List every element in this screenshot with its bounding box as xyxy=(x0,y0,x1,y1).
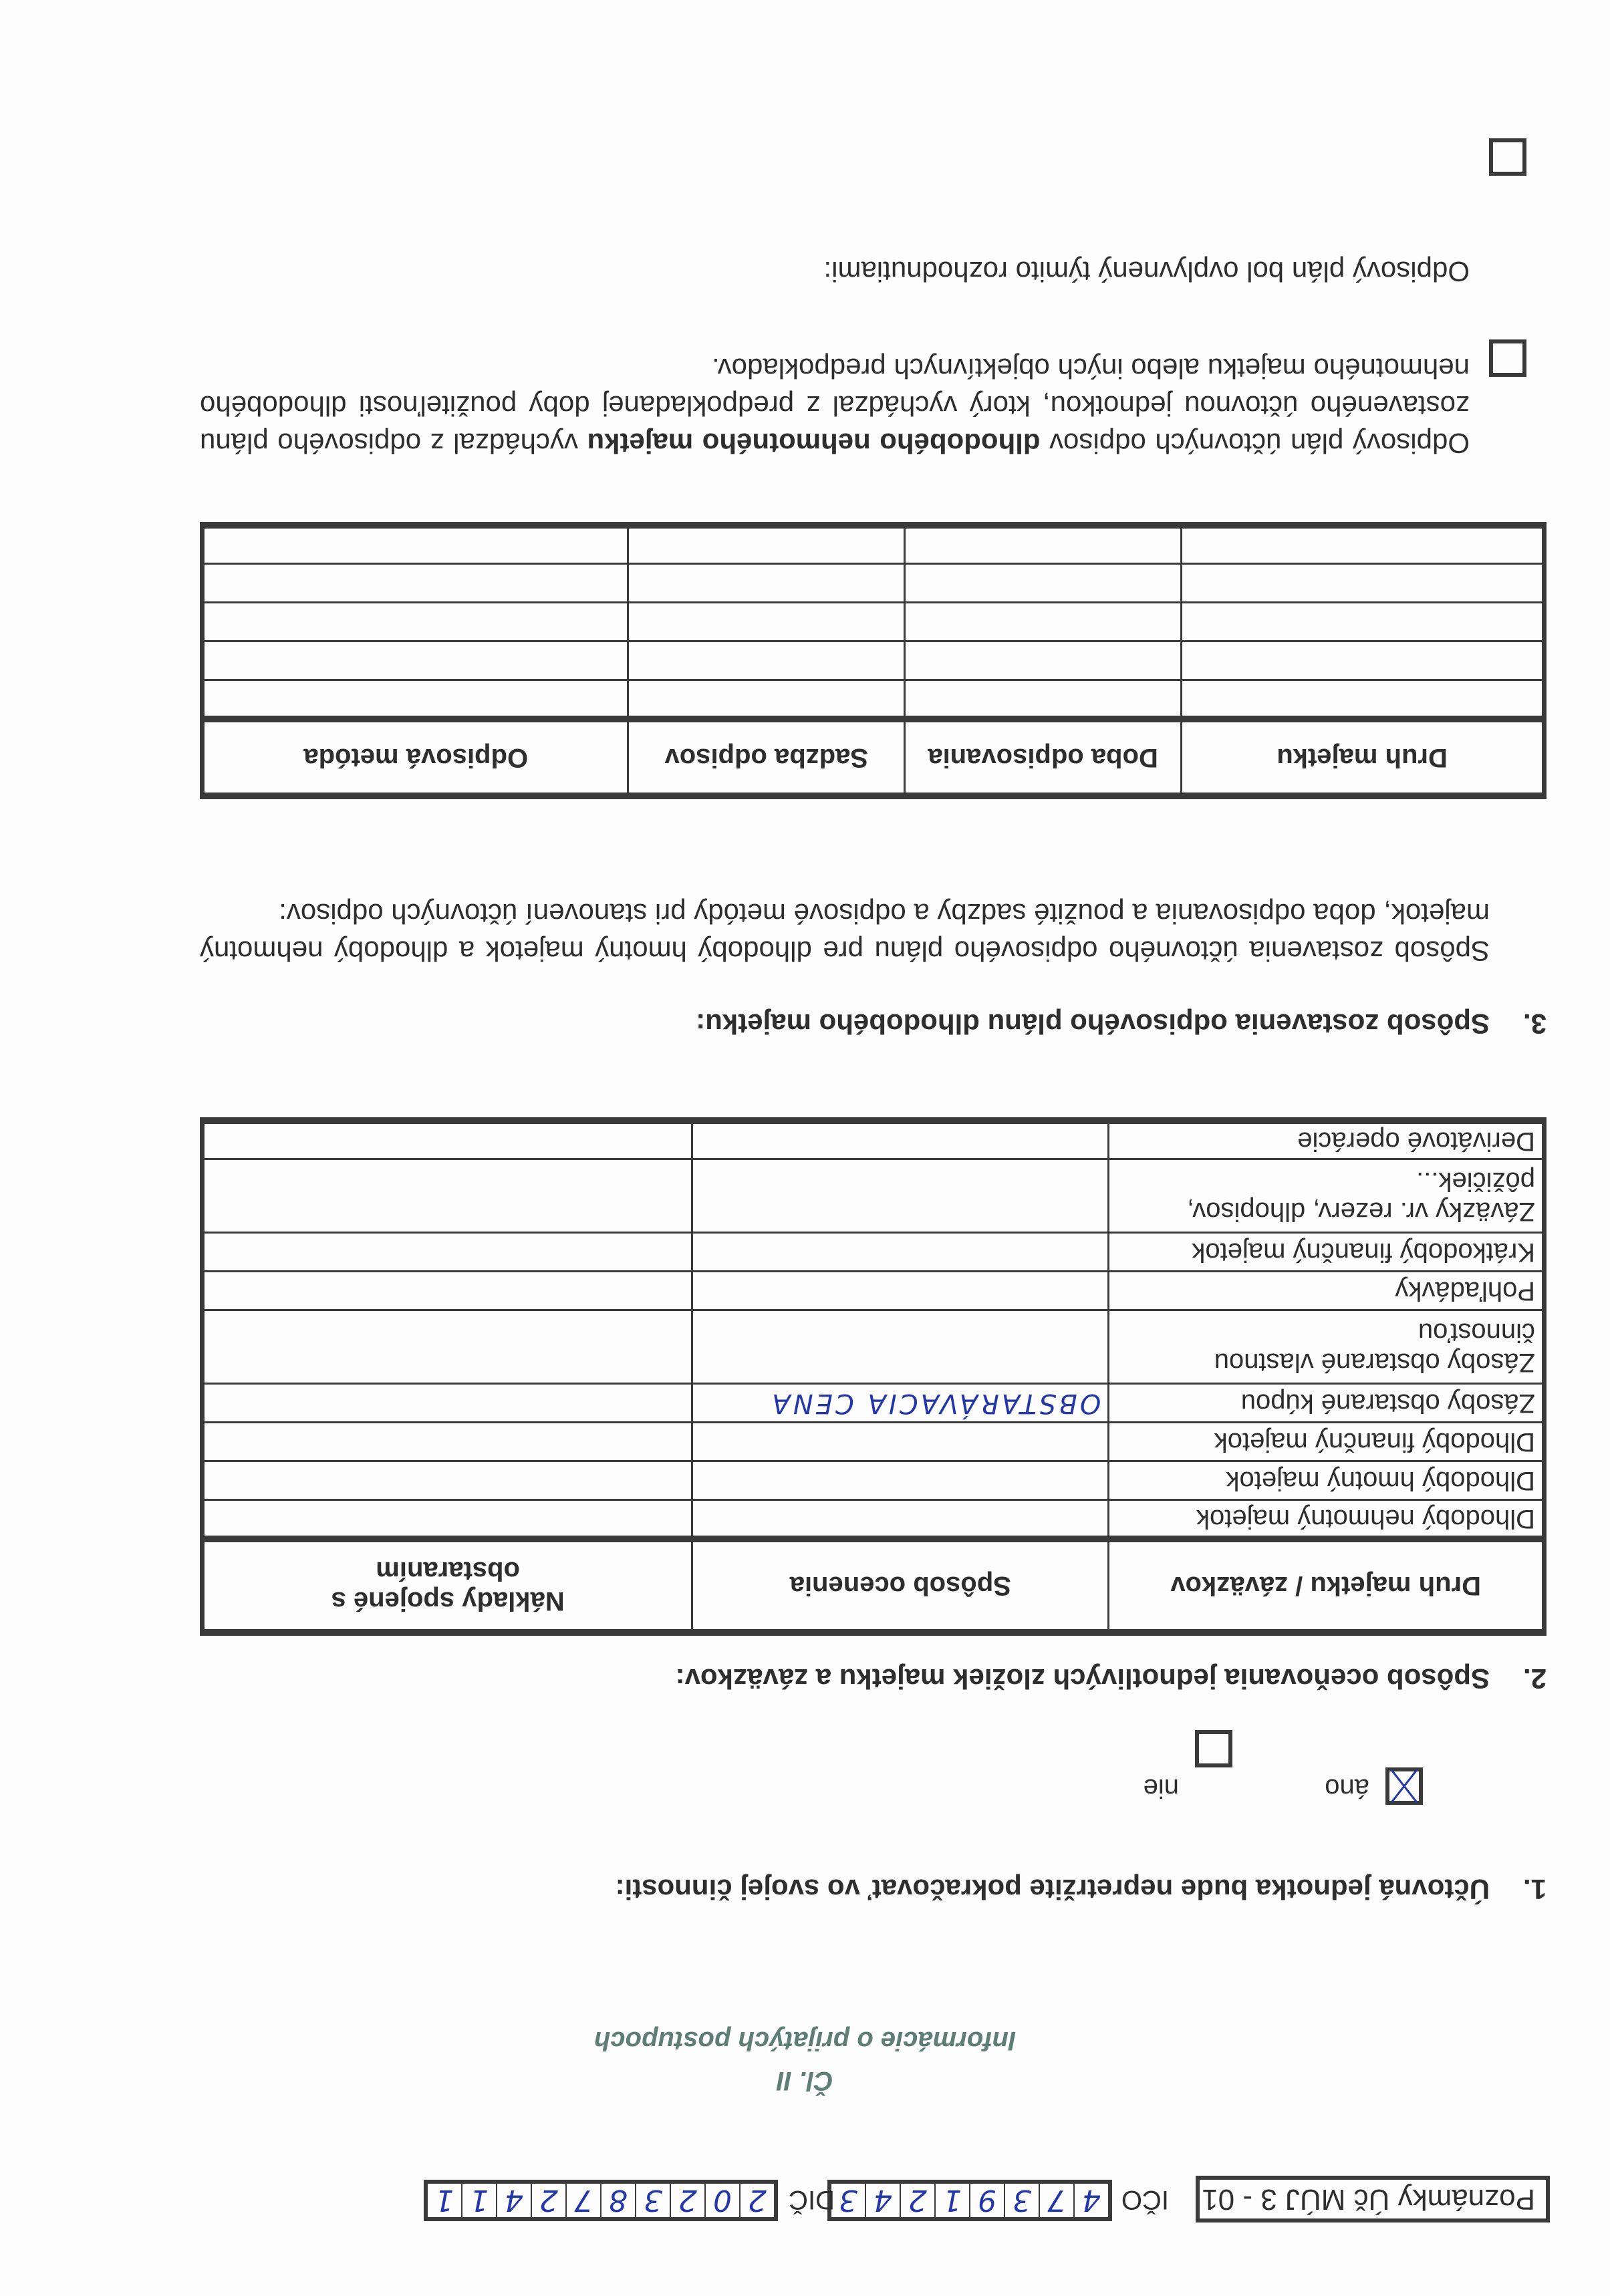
cell[interactable] xyxy=(905,641,1182,680)
cell-costs[interactable] xyxy=(203,1121,692,1159)
nie-label: nie xyxy=(1143,1773,1179,1803)
dic-digit: 8 xyxy=(600,2184,635,2217)
dic-digit: 2 xyxy=(531,2184,565,2217)
intangible-plan-text-pre: Odpisový plán účtovných odpisov xyxy=(1040,428,1470,459)
cell[interactable] xyxy=(203,641,629,680)
col-header-type: Druh majetku / záväzkov xyxy=(1109,1539,1545,1632)
col-header-rate: Sadzba odpisov xyxy=(628,719,905,796)
cell-costs[interactable] xyxy=(203,1384,692,1423)
intangible-plan-text-post: vychádzal z odpisového plánu zostaveného účtovnou jednotkou, ktorý vychádzal z predpokladanej doby použiteľnosti dlhodobého nehmotného majetku alebo iných objektívnych predpokladov. xyxy=(200,353,1470,459)
section3-heading: Spôsob zostavenia odpisového plánu dlhodobého majetku: xyxy=(696,1008,1490,1040)
dic-digit: 1 xyxy=(461,2184,496,2217)
cell-costs[interactable] xyxy=(203,1272,692,1310)
col-header-method: Spôsob ocenenia xyxy=(692,1539,1109,1632)
col-header-period: Doba odpisovania xyxy=(905,719,1182,796)
cell-costs[interactable] xyxy=(203,1461,692,1500)
col-header-costs: Náklady spojené s obstaraním xyxy=(203,1539,692,1632)
cell[interactable] xyxy=(203,525,629,564)
dic-field[interactable] xyxy=(424,2180,778,2221)
cell[interactable] xyxy=(905,680,1182,719)
section1-heading: Účtovná jednotka bude nepretržite pokračovať vo svojej činnosti: xyxy=(615,1874,1490,1905)
cell[interactable] xyxy=(905,564,1182,603)
dic-digit: 2 xyxy=(739,2184,774,2217)
depreciation-table xyxy=(200,522,1547,799)
table-row xyxy=(203,603,1545,641)
cell[interactable] xyxy=(628,564,905,603)
article-subtitle: Informácie o prijatých postupoch xyxy=(593,2026,1017,2055)
cell-costs[interactable] xyxy=(203,1159,692,1233)
cell-type: Pohľadávky xyxy=(1109,1272,1545,1310)
table-row xyxy=(203,1310,1545,1384)
ico-digit: 3 xyxy=(839,2183,857,2217)
cell[interactable] xyxy=(203,680,629,719)
table-row xyxy=(203,1159,1545,1233)
nie-checkbox[interactable] xyxy=(1195,1730,1232,1767)
col-header-method: Odpisová metóda xyxy=(203,719,629,796)
section2-number: 2. xyxy=(1522,1663,1547,1695)
cell[interactable] xyxy=(203,564,629,603)
cell-costs[interactable] xyxy=(203,1500,692,1539)
ico-digit: 1 xyxy=(934,2184,969,2217)
table-row xyxy=(203,1272,1545,1310)
section2-heading: Spôsob oceňovania jednotlivých zložiek majetku a záväzkov: xyxy=(675,1663,1490,1695)
ico-digit: 2 xyxy=(900,2184,934,2217)
dic-label: DIČ xyxy=(789,2185,835,2214)
table-row xyxy=(203,680,1545,719)
section1-number: 1. xyxy=(1522,1874,1547,1905)
table-row xyxy=(203,1233,1545,1272)
cell-type: Dlhodobý nehmotný majetok xyxy=(1109,1500,1545,1539)
cell-method[interactable] xyxy=(692,1423,1109,1461)
cell-method-handwritten[interactable]: OBSTARÁVACIA CENA xyxy=(692,1384,1109,1423)
cell-type: Derivátové operácie xyxy=(1109,1121,1545,1159)
ico-digit: 4 xyxy=(865,2184,900,2217)
cell-method[interactable] xyxy=(692,1233,1109,1272)
table-row xyxy=(203,1121,1545,1159)
cell[interactable] xyxy=(628,680,905,719)
cell-type: Zásoby obstarané kúpou xyxy=(1109,1384,1545,1423)
article-title: Čl. II xyxy=(777,2066,833,2096)
section3-intro: Spôsob zostavenia účtovného odpisového plánu pre dlhodobý hmotný majetok a dlhodobý nehmotný majetok, doba odpisovania a použité sadzby a odpisové metódy pri stanovení účtovných odpisov: xyxy=(200,898,1490,967)
table-row xyxy=(203,1384,1545,1423)
dic-digit: 7 xyxy=(565,2184,600,2217)
cell-type: Krátkodobý finančný majetok xyxy=(1109,1233,1545,1272)
form-id-box: Poznámky Úč MÚJ 3 - 01 xyxy=(1196,2176,1550,2222)
plan-influenced-text: Odpisový plán bol ovplyvnený týmito rozhodnutiami: xyxy=(823,256,1470,287)
table-row xyxy=(203,564,1545,603)
table-row xyxy=(203,641,1545,680)
cell-method[interactable] xyxy=(692,1159,1109,1233)
ano-checkbox[interactable] xyxy=(1385,1767,1423,1805)
table-row xyxy=(203,1461,1545,1500)
cell[interactable] xyxy=(1182,603,1545,641)
cell[interactable] xyxy=(628,525,905,564)
table-row xyxy=(203,1500,1545,1539)
ico-digit: 7 xyxy=(1039,2184,1073,2217)
dic-digit: 4 xyxy=(496,2184,531,2217)
ico-label: IČO xyxy=(1121,2185,1169,2214)
cell-type: Dlhodobý hmotný majetok xyxy=(1109,1461,1545,1500)
cell[interactable] xyxy=(628,603,905,641)
intangible-plan-text xyxy=(200,349,1470,462)
section3-number: 3. xyxy=(1522,1008,1547,1040)
intangible-plan-checkbox[interactable] xyxy=(1489,339,1526,377)
cell[interactable] xyxy=(905,603,1182,641)
intangible-plan-text-bold: dlhodobého nehmotného majetku xyxy=(587,428,1041,459)
col-header-asset-type: Druh majetku xyxy=(1182,719,1545,796)
cell-method[interactable] xyxy=(692,1121,1109,1159)
table-row xyxy=(203,1423,1545,1461)
cell-costs[interactable] xyxy=(203,1423,692,1461)
cell-method[interactable] xyxy=(692,1500,1109,1539)
cell-method[interactable] xyxy=(692,1461,1109,1500)
cell[interactable] xyxy=(1182,564,1545,603)
cell-costs[interactable] xyxy=(203,1310,692,1384)
ico-digit: 3 xyxy=(1004,2184,1039,2217)
cell-type: Zásoby obstarané vlastnou činnosťou xyxy=(1109,1310,1545,1384)
cell-type: Záväzky vr. rezerv, dlhopisov, pôžičiek... xyxy=(1109,1159,1545,1233)
valuation-table xyxy=(200,1117,1547,1636)
cell-method[interactable] xyxy=(692,1272,1109,1310)
cell[interactable] xyxy=(1182,525,1545,564)
cell[interactable] xyxy=(203,603,629,641)
dic-digit: 3 xyxy=(635,2184,670,2217)
cell[interactable] xyxy=(905,525,1182,564)
cell[interactable] xyxy=(1182,641,1545,680)
ico-digit: 4 xyxy=(1073,2184,1108,2217)
cell[interactable] xyxy=(628,641,905,680)
cell[interactable] xyxy=(1182,680,1545,719)
dic-digit: 1 xyxy=(435,2183,454,2217)
dic-digit: 0 xyxy=(704,2184,739,2217)
dic-digit: 2 xyxy=(670,2184,704,2217)
ano-label: áno xyxy=(1325,1773,1369,1803)
table-row xyxy=(203,525,1545,564)
ico-field[interactable] xyxy=(827,2180,1112,2221)
cell-type: Dlhodobý finančný majetok xyxy=(1109,1423,1545,1461)
plan-influenced-checkbox[interactable] xyxy=(1489,138,1526,176)
ico-digit: 9 xyxy=(969,2184,1004,2217)
cell-method[interactable] xyxy=(692,1310,1109,1384)
cell-costs[interactable] xyxy=(203,1233,692,1272)
